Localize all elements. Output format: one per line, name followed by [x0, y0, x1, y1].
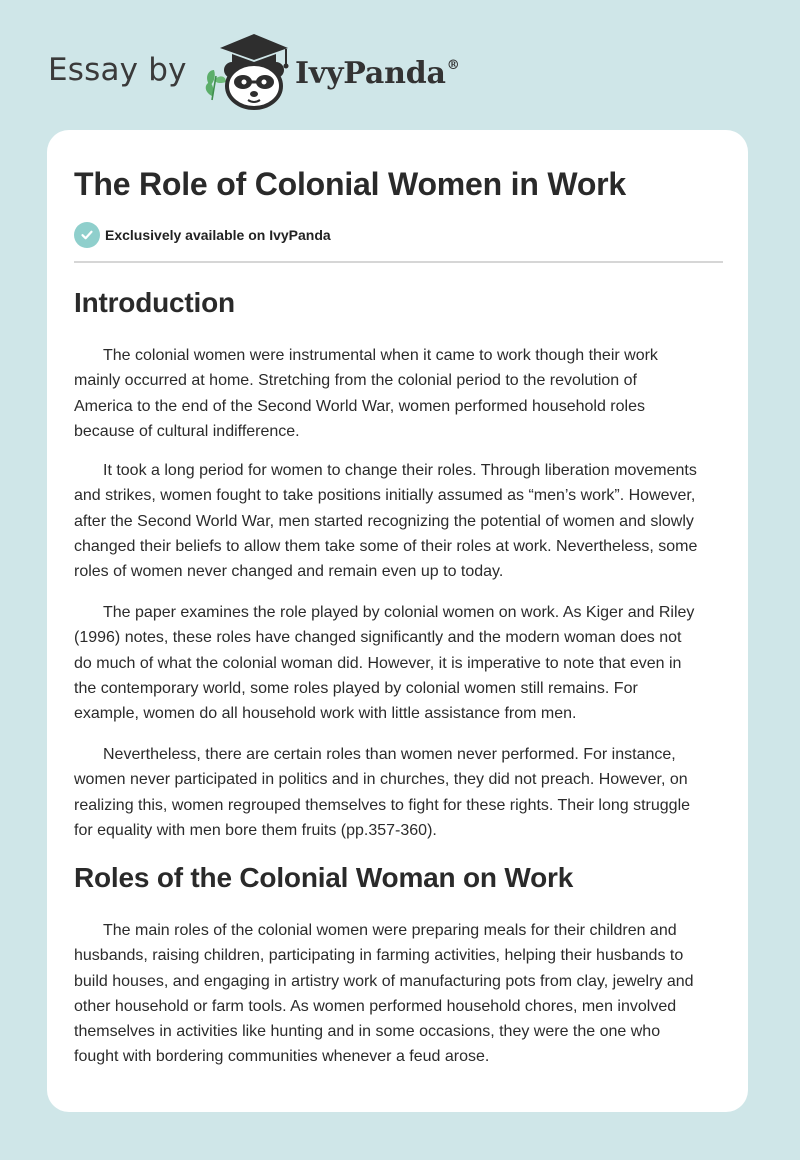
essay-card [47, 130, 748, 1112]
registered-mark: ® [446, 58, 460, 73]
paragraph: Nevertheless, there are certain roles than women never performed. For instance, women never participated in politics and in churches, they did not preach. However, on realizing this, women regrouped themselves to fight for these rights. Their long struggle for equality with men bore them fruits (pp.357-360). [74, 746, 691, 839]
site-header [48, 30, 548, 110]
section-heading: Roles of the Colonial Woman on Work [74, 862, 574, 893]
leaf-icon [206, 70, 226, 100]
paragraph: The colonial women were instrumental when it came to work though their work mainly occurred at home. Stretching from the colonial period to the revolution of America to the end of the Second World War, women performed household roles because of cultural indifference. [74, 347, 658, 440]
exclusive-badge-label: Exclusively available on IvyPanda [105, 227, 331, 243]
paragraph: The main roles of the colonial women were preparing meals for their children and husbands, raising children, participating in farming activities, helping their husbands to build houses, and engaging in artistry work of manufacturing pots from clay, jewelry and other household or farm tools. As women performed household chores, men involved themselves in activities like hunting and in some occasions, they were the one who fought with bordering communities whenever a feud arose. [74, 922, 694, 1066]
paragraph: The paper examines the role played by colonial women on work. As Kiger and Riley (1996) notes, these roles have changed significantly and the modern woman does not do much of what the colonial woman did. However, it is imperative to note that even in the contemporary world, some roles played by colonial women still remains. For example, women do all household work with little assistance from men. [74, 604, 695, 723]
essay-title: The Role of Colonial Women in Work [74, 166, 627, 202]
panda-graduation-cap-icon[interactable] [202, 30, 292, 110]
brand-logo-text[interactable]: IvyPanda® [295, 56, 460, 91]
check-circle-icon [74, 222, 100, 248]
paragraph: It took a long period for women to change their roles. Through liberation movements and strikes, women fought to take positions initially assumed as “men’s work”. However, after the Second World War, men started recognizing the potential of women and slowly changed their beliefs to allow them take some of their roles at work. Nevertheless, some roles of women never changed and remain even up to today. [74, 462, 698, 581]
divider [74, 261, 723, 263]
section-heading: Introduction [74, 287, 235, 318]
exclusive-badge [74, 222, 331, 248]
essay-by-label: Essay by [48, 52, 187, 88]
